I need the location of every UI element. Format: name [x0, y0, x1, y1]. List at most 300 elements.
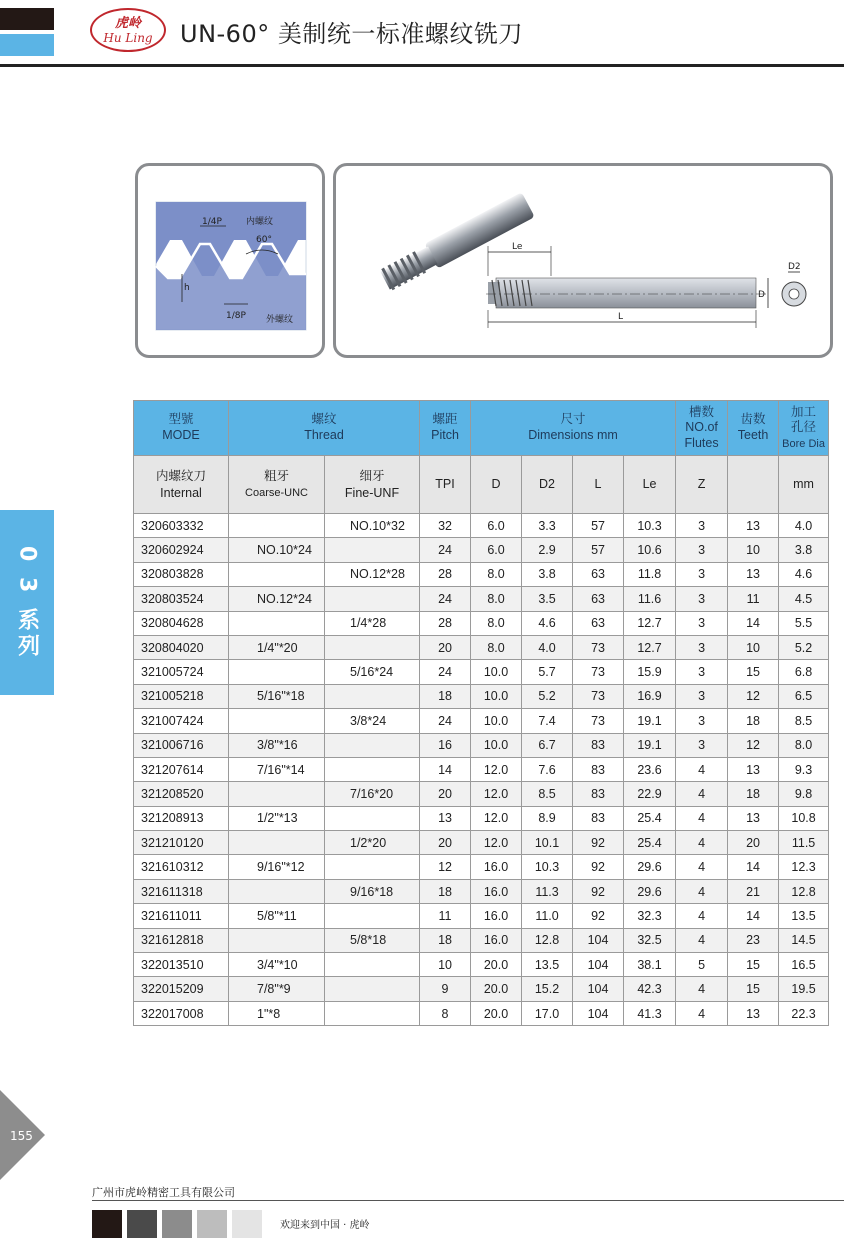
specification-table [133, 400, 829, 1026]
cell-coarse: 1/4"*20 [229, 635, 325, 659]
cell-le: 19.1 [624, 709, 676, 733]
cell-mode: 321611011 [134, 904, 229, 928]
cell-fine [325, 977, 420, 1001]
cell-le: 16.9 [624, 684, 676, 708]
cell-le: 19.1 [624, 733, 676, 757]
cell-z: 4 [676, 904, 728, 928]
cell-bore: 8.0 [779, 733, 829, 757]
cell-fine [325, 635, 420, 659]
table-row [134, 660, 829, 684]
cell-d: 12.0 [471, 757, 522, 781]
cell-d2: 15.2 [522, 977, 573, 1001]
table-row [134, 831, 829, 855]
cell-fine [325, 538, 420, 562]
cell-le: 42.3 [624, 977, 676, 1001]
cell-bore: 4.6 [779, 562, 829, 586]
color-swatch [197, 1210, 227, 1238]
cell-fine [325, 733, 420, 757]
table-row [134, 1001, 829, 1025]
cell-le: 32.5 [624, 928, 676, 952]
cell-z: 4 [676, 806, 728, 830]
cell-fine [325, 684, 420, 708]
cell-fine [325, 904, 420, 928]
cell-bore: 3.8 [779, 538, 829, 562]
cell-z: 5 [676, 953, 728, 977]
cell-coarse [229, 831, 325, 855]
cell-l: 73 [573, 660, 624, 684]
header-pitch: 螺距 Pitch [420, 401, 471, 456]
cell-d2: 8.5 [522, 782, 573, 806]
subheader-l: L [573, 456, 624, 514]
cell-l: 73 [573, 635, 624, 659]
header-flutes: 槽数 NO.of Flutes [676, 401, 728, 456]
cell-tpi: 14 [420, 757, 471, 781]
table-row [134, 855, 829, 879]
color-swatch [162, 1210, 192, 1238]
cell-d: 6.0 [471, 514, 522, 538]
cell-z: 3 [676, 733, 728, 757]
cell-bore: 10.8 [779, 806, 829, 830]
table-body [134, 514, 829, 1026]
cell-tpi: 10 [420, 953, 471, 977]
cell-tpi: 28 [420, 611, 471, 635]
cell-mode: 320803524 [134, 587, 229, 611]
cell-mode: 322013510 [134, 953, 229, 977]
cell-d: 8.0 [471, 611, 522, 635]
cell-l: 104 [573, 953, 624, 977]
cell-l: 92 [573, 879, 624, 903]
cell-l: 63 [573, 562, 624, 586]
thread-profile-diagram [135, 163, 325, 358]
cutter-drawing [336, 166, 830, 355]
logo-english: Hu Ling [103, 30, 153, 45]
le-label: Le [512, 242, 523, 252]
cell-le: 12.7 [624, 635, 676, 659]
cell-z: 3 [676, 635, 728, 659]
brand-logo [90, 8, 166, 52]
cell-teeth: 21 [728, 879, 779, 903]
header-teeth: 齿数 Teeth [728, 401, 779, 456]
cell-coarse: 1/2"*13 [229, 806, 325, 830]
cell-mode: 321208913 [134, 806, 229, 830]
cell-coarse [229, 611, 325, 635]
cell-tpi: 16 [420, 733, 471, 757]
h-label: h [184, 283, 190, 293]
cell-l: 83 [573, 782, 624, 806]
cell-tpi: 32 [420, 514, 471, 538]
table-row [134, 587, 829, 611]
cell-mode: 320804020 [134, 635, 229, 659]
cell-fine: 7/16*20 [325, 782, 420, 806]
cell-d: 10.0 [471, 733, 522, 757]
cell-d2: 4.6 [522, 611, 573, 635]
cell-fine [325, 587, 420, 611]
cell-z: 4 [676, 831, 728, 855]
table-row [134, 928, 829, 952]
cell-le: 23.6 [624, 757, 676, 781]
cell-teeth: 15 [728, 660, 779, 684]
cell-mode: 320602924 [134, 538, 229, 562]
table-row [134, 538, 829, 562]
table-row [134, 953, 829, 977]
cell-bore: 6.5 [779, 684, 829, 708]
table-row [134, 611, 829, 635]
cell-coarse [229, 709, 325, 733]
cell-l: 63 [573, 611, 624, 635]
cell-l: 73 [573, 684, 624, 708]
cell-bore: 13.5 [779, 904, 829, 928]
cell-d2: 10.3 [522, 855, 573, 879]
cell-fine: 5/8*18 [325, 928, 420, 952]
cell-tpi: 24 [420, 709, 471, 733]
subheader-teeth [728, 456, 779, 514]
cell-d2: 17.0 [522, 1001, 573, 1025]
table-header-row-2 [134, 456, 829, 514]
table-row [134, 879, 829, 903]
thread-profile-drawing [138, 166, 322, 355]
color-swatch [127, 1210, 157, 1238]
cell-fine: 5/16*24 [325, 660, 420, 684]
cell-d2: 7.4 [522, 709, 573, 733]
company-name: 广州市虎岭精密工具有限公司 [92, 1186, 235, 1199]
cell-l: 57 [573, 538, 624, 562]
subheader-internal: 内螺纹刀 Internal [134, 456, 229, 514]
cell-le: 29.6 [624, 879, 676, 903]
subheader-z: Z [676, 456, 728, 514]
cell-d2: 5.7 [522, 660, 573, 684]
cell-teeth: 14 [728, 855, 779, 879]
table-row [134, 782, 829, 806]
table-row [134, 733, 829, 757]
cell-tpi: 18 [420, 928, 471, 952]
d2-label: D2 [788, 262, 801, 272]
table-row [134, 757, 829, 781]
cell-l: 92 [573, 855, 624, 879]
d-label: D [758, 290, 765, 300]
header-blue-bar [0, 34, 54, 56]
cell-d: 8.0 [471, 562, 522, 586]
cell-d: 20.0 [471, 953, 522, 977]
cell-bore: 5.5 [779, 611, 829, 635]
table-row [134, 977, 829, 1001]
cell-l: 73 [573, 709, 624, 733]
color-swatch [232, 1210, 262, 1238]
cell-teeth: 13 [728, 757, 779, 781]
cell-tpi: 20 [420, 831, 471, 855]
eighth-pitch-label: 1/8P [226, 311, 246, 321]
cell-bore: 22.3 [779, 1001, 829, 1025]
cell-bore: 11.5 [779, 831, 829, 855]
cell-fine: 3/8*24 [325, 709, 420, 733]
cell-le: 10.3 [624, 514, 676, 538]
cell-teeth: 15 [728, 953, 779, 977]
cell-tpi: 28 [420, 562, 471, 586]
cell-d: 16.0 [471, 855, 522, 879]
cell-d: 20.0 [471, 1001, 522, 1025]
subheader-mm: mm [779, 456, 829, 514]
cell-tpi: 11 [420, 904, 471, 928]
cell-coarse: 5/8"*11 [229, 904, 325, 928]
cell-z: 3 [676, 684, 728, 708]
cell-coarse: 7/8"*9 [229, 977, 325, 1001]
internal-thread-label: 内螺纹 [246, 217, 274, 227]
cell-d2: 4.0 [522, 635, 573, 659]
cell-mode: 322015209 [134, 977, 229, 1001]
cell-fine: 9/16*18 [325, 879, 420, 903]
cell-teeth: 13 [728, 562, 779, 586]
cell-z: 4 [676, 928, 728, 952]
cell-fine [325, 953, 420, 977]
cell-mode: 321005218 [134, 684, 229, 708]
header-thread: 螺纹 Thread [229, 401, 420, 456]
cell-l: 57 [573, 514, 624, 538]
subheader-tpi: TPI [420, 456, 471, 514]
cell-tpi: 12 [420, 855, 471, 879]
cell-fine [325, 757, 420, 781]
cell-tpi: 24 [420, 660, 471, 684]
cell-l: 92 [573, 831, 624, 855]
cell-z: 3 [676, 538, 728, 562]
cell-bore: 12.3 [779, 855, 829, 879]
cell-teeth: 10 [728, 538, 779, 562]
cell-le: 41.3 [624, 1001, 676, 1025]
cell-bore: 9.3 [779, 757, 829, 781]
cell-z: 4 [676, 879, 728, 903]
cell-d2: 3.5 [522, 587, 573, 611]
cell-l: 83 [573, 757, 624, 781]
table-row [134, 684, 829, 708]
cell-fine: 1/2*20 [325, 831, 420, 855]
cell-d: 16.0 [471, 904, 522, 928]
external-thread-label: 外螺纹 [266, 315, 294, 325]
quarter-pitch-label: 1/4P [202, 217, 222, 227]
header-mode: 型號 MODE [134, 401, 229, 456]
cell-le: 12.7 [624, 611, 676, 635]
cell-mode: 320804628 [134, 611, 229, 635]
cell-le: 29.6 [624, 855, 676, 879]
subheader-d: D [471, 456, 522, 514]
cell-teeth: 18 [728, 782, 779, 806]
table-row [134, 806, 829, 830]
cell-d2: 3.8 [522, 562, 573, 586]
cell-l: 83 [573, 806, 624, 830]
cell-tpi: 20 [420, 782, 471, 806]
cell-teeth: 12 [728, 733, 779, 757]
cell-z: 3 [676, 660, 728, 684]
l-label: L [618, 312, 624, 322]
cell-l: 63 [573, 587, 624, 611]
color-swatch [92, 1210, 122, 1238]
cell-d: 12.0 [471, 831, 522, 855]
cell-coarse: 5/16"*18 [229, 684, 325, 708]
cell-z: 4 [676, 977, 728, 1001]
subheader-le: Le [624, 456, 676, 514]
cell-z: 4 [676, 855, 728, 879]
cell-fine: 1/4*28 [325, 611, 420, 635]
cell-teeth: 14 [728, 611, 779, 635]
cell-coarse [229, 660, 325, 684]
cell-d2: 3.3 [522, 514, 573, 538]
cell-mode: 321610312 [134, 855, 229, 879]
cell-coarse: NO.10*24 [229, 538, 325, 562]
logo-chinese: 虎岭 [114, 15, 141, 31]
cell-teeth: 18 [728, 709, 779, 733]
cell-teeth: 13 [728, 806, 779, 830]
cell-z: 4 [676, 782, 728, 806]
footer-divider [92, 1200, 844, 1201]
cell-tpi: 9 [420, 977, 471, 1001]
cell-d2: 8.9 [522, 806, 573, 830]
cell-teeth: 15 [728, 977, 779, 1001]
cell-d: 16.0 [471, 928, 522, 952]
cell-z: 3 [676, 611, 728, 635]
cell-mode: 322017008 [134, 1001, 229, 1025]
cell-d2: 5.2 [522, 684, 573, 708]
cell-coarse [229, 879, 325, 903]
cell-coarse: 3/4"*10 [229, 953, 325, 977]
cell-coarse [229, 514, 325, 538]
cell-mode: 321005724 [134, 660, 229, 684]
header-dark-bar [0, 8, 54, 30]
cell-coarse [229, 562, 325, 586]
cell-mode: 321006716 [134, 733, 229, 757]
table-row [134, 635, 829, 659]
cell-bore: 9.8 [779, 782, 829, 806]
series-tab: 0 3 系列 [0, 510, 54, 695]
cell-bore: 4.5 [779, 587, 829, 611]
cell-z: 4 [676, 757, 728, 781]
cell-mode: 321612818 [134, 928, 229, 952]
cell-mode: 321207614 [134, 757, 229, 781]
cell-coarse: 3/8"*16 [229, 733, 325, 757]
cell-bore: 8.5 [779, 709, 829, 733]
cell-z: 3 [676, 514, 728, 538]
cell-fine [325, 806, 420, 830]
cell-coarse: 9/16"*12 [229, 855, 325, 879]
cell-le: 38.1 [624, 953, 676, 977]
cell-coarse [229, 928, 325, 952]
cell-le: 32.3 [624, 904, 676, 928]
cell-le: 11.6 [624, 587, 676, 611]
cell-d2: 11.3 [522, 879, 573, 903]
cell-d2: 10.1 [522, 831, 573, 855]
cell-d2: 2.9 [522, 538, 573, 562]
header-dimensions: 尺寸 Dimensions mm [471, 401, 676, 456]
cell-teeth: 23 [728, 928, 779, 952]
cell-coarse: NO.12*24 [229, 587, 325, 611]
cell-tpi: 20 [420, 635, 471, 659]
header-divider [0, 64, 844, 67]
cell-bore: 14.5 [779, 928, 829, 952]
cell-teeth: 13 [728, 514, 779, 538]
cell-mode: 320803828 [134, 562, 229, 586]
footer-slogan: 欢迎来到中国 · 虎岭 [280, 1220, 370, 1231]
cell-tpi: 24 [420, 538, 471, 562]
cell-tpi: 18 [420, 684, 471, 708]
cell-z: 3 [676, 587, 728, 611]
cell-teeth: 12 [728, 684, 779, 708]
cell-mode: 321210120 [134, 831, 229, 855]
cell-bore: 5.2 [779, 635, 829, 659]
cell-fine [325, 1001, 420, 1025]
cell-bore: 19.5 [779, 977, 829, 1001]
cell-z: 4 [676, 1001, 728, 1025]
angle-label: 60° [256, 235, 272, 245]
table-row [134, 514, 829, 538]
cell-fine [325, 855, 420, 879]
cell-d2: 6.7 [522, 733, 573, 757]
cell-le: 25.4 [624, 831, 676, 855]
cell-l: 104 [573, 1001, 624, 1025]
cell-mode: 321208520 [134, 782, 229, 806]
cell-l: 92 [573, 904, 624, 928]
cell-fine: NO.12*28 [325, 562, 420, 586]
cell-teeth: 11 [728, 587, 779, 611]
subheader-coarse: 粗牙 Coarse-UNC [229, 456, 325, 514]
subheader-fine: 细牙 Fine-UNF [325, 456, 420, 514]
cell-teeth: 20 [728, 831, 779, 855]
page-number: 155 [10, 1129, 33, 1143]
cell-l: 83 [573, 733, 624, 757]
cell-le: 15.9 [624, 660, 676, 684]
table-row [134, 904, 829, 928]
cell-le: 11.8 [624, 562, 676, 586]
cutter-diagram [333, 163, 833, 358]
cell-d: 10.0 [471, 660, 522, 684]
cell-d: 20.0 [471, 977, 522, 1001]
cell-le: 10.6 [624, 538, 676, 562]
cell-coarse: 7/16"*14 [229, 757, 325, 781]
cell-z: 3 [676, 709, 728, 733]
cell-bore: 4.0 [779, 514, 829, 538]
cell-bore: 12.8 [779, 879, 829, 903]
cell-le: 22.9 [624, 782, 676, 806]
table-row [134, 709, 829, 733]
cell-le: 25.4 [624, 806, 676, 830]
cell-d: 12.0 [471, 806, 522, 830]
cell-d: 16.0 [471, 879, 522, 903]
cell-teeth: 14 [728, 904, 779, 928]
cell-tpi: 24 [420, 587, 471, 611]
cell-bore: 6.8 [779, 660, 829, 684]
cell-bore: 16.5 [779, 953, 829, 977]
subheader-d2: D2 [522, 456, 573, 514]
cell-coarse [229, 782, 325, 806]
header-bore-dia: 加工 孔径 Bore Dia [779, 401, 829, 456]
cell-tpi: 8 [420, 1001, 471, 1025]
cell-d: 8.0 [471, 587, 522, 611]
cell-d: 12.0 [471, 782, 522, 806]
table-header-row-1 [134, 401, 829, 456]
cell-d: 8.0 [471, 635, 522, 659]
cell-d2: 13.5 [522, 953, 573, 977]
cell-coarse: 1"*8 [229, 1001, 325, 1025]
cell-mode: 320603332 [134, 514, 229, 538]
cell-teeth: 10 [728, 635, 779, 659]
cell-d2: 11.0 [522, 904, 573, 928]
cell-mode: 321007424 [134, 709, 229, 733]
cell-d: 6.0 [471, 538, 522, 562]
cell-l: 104 [573, 977, 624, 1001]
cell-teeth: 13 [728, 1001, 779, 1025]
cell-d: 10.0 [471, 709, 522, 733]
table-row [134, 562, 829, 586]
cell-d: 10.0 [471, 684, 522, 708]
cell-z: 3 [676, 562, 728, 586]
cell-mode: 321611318 [134, 879, 229, 903]
cell-fine: NO.10*32 [325, 514, 420, 538]
cell-tpi: 18 [420, 879, 471, 903]
